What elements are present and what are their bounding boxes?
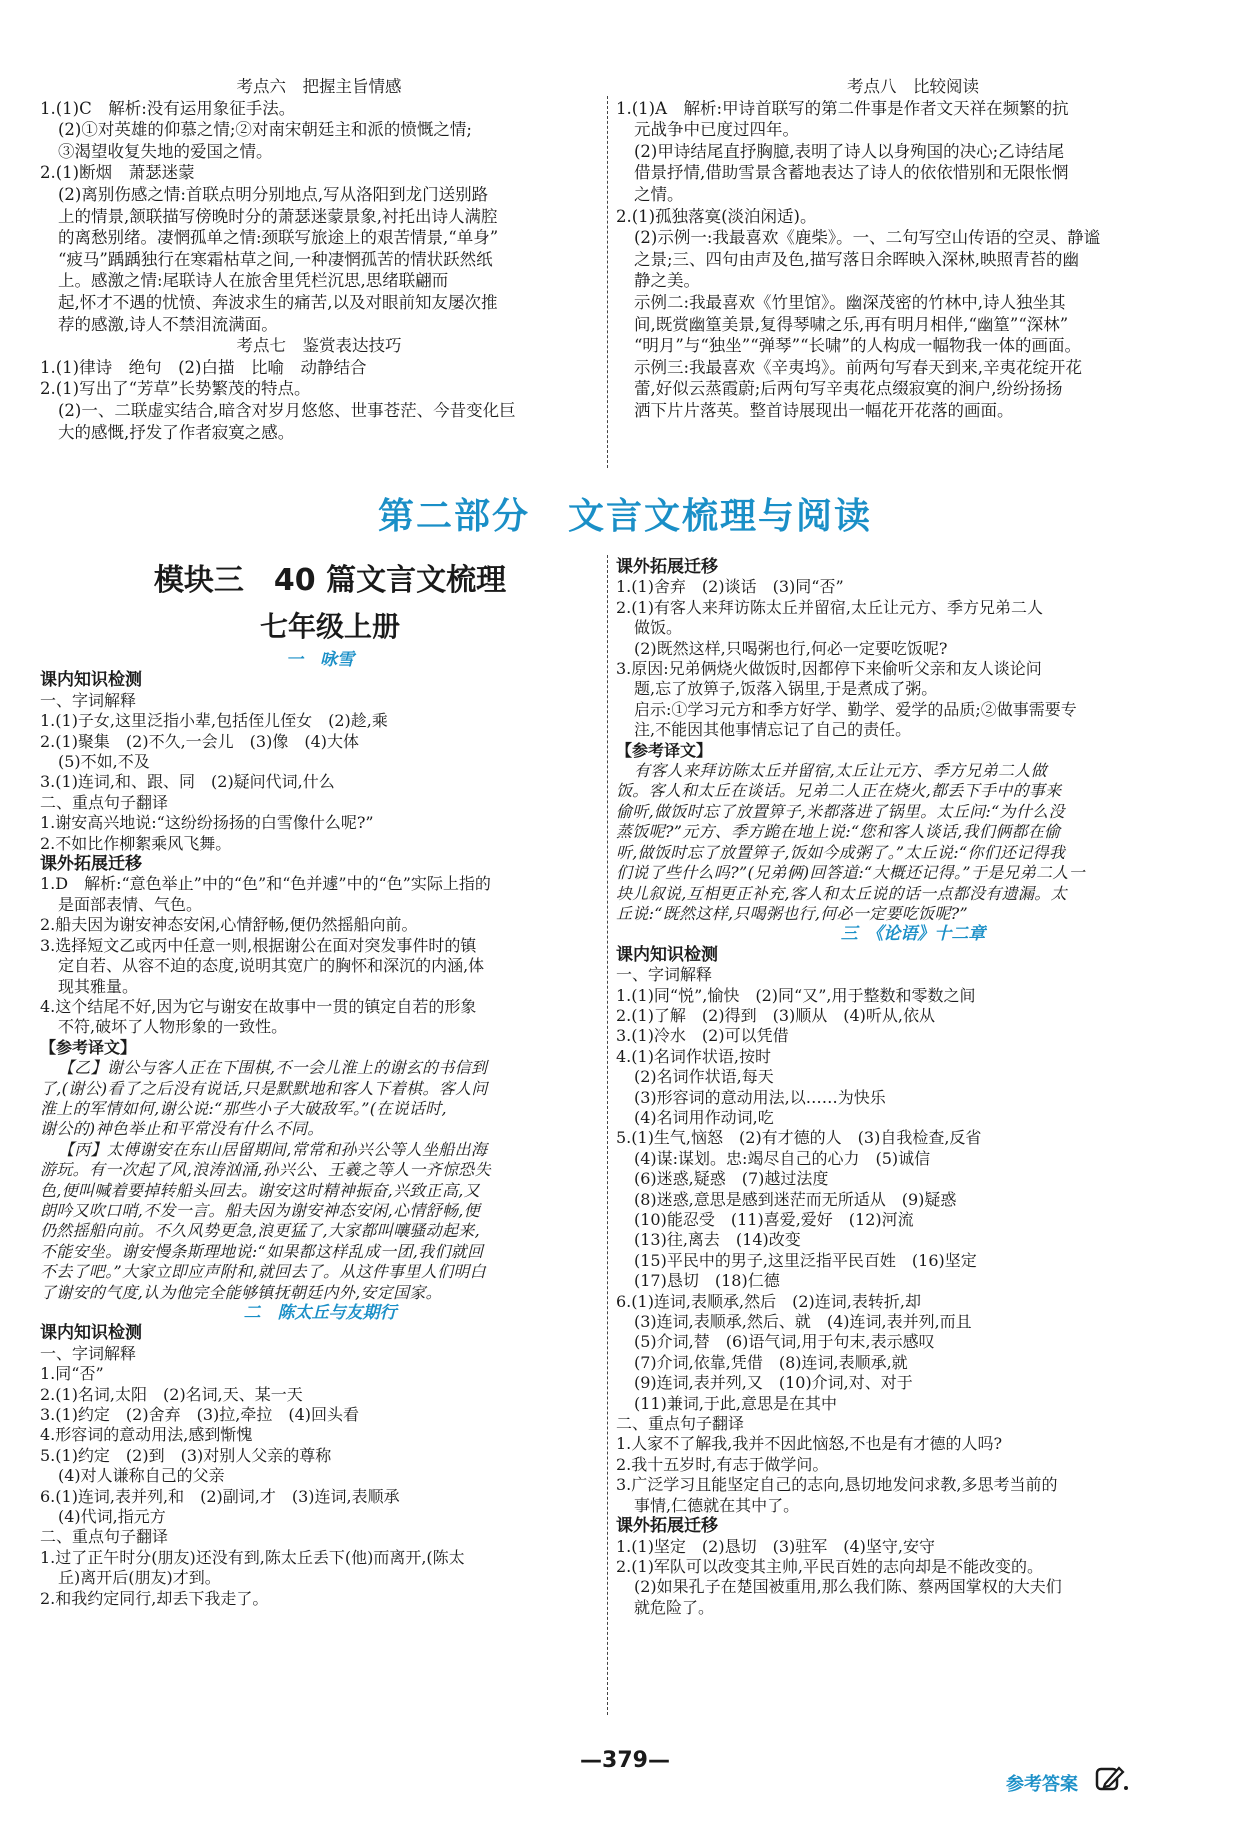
answer-line: 6.(1)连词,表顺承,然后 (2)连词,表转折,却: [616, 1291, 921, 1311]
module-title: 模块三 40 篇文言文梳理: [153, 563, 507, 598]
reference-label: 【参考译文】: [616, 740, 713, 760]
answer-line: 现其雅量。: [58, 976, 139, 996]
answer-line: 4.形容词的意动用法,感到惭愧: [40, 1425, 253, 1445]
column-divider-bottom: [607, 555, 608, 1715]
answer-line: (7)介词,依靠,凭借 (8)连词,表顺承,就: [634, 1352, 908, 1372]
translation-line: 了谢安的气度,认为他完全能够镇抚朝廷内外,安定国家。: [40, 1282, 442, 1302]
answer-line: 大的感慨,抒发了作者寂寞之感。: [58, 422, 295, 442]
answer-line: (9)连词,表并列,又 (10)介词,对、对于: [634, 1373, 913, 1393]
answer-line: 的离愁别绪。凄惘孤单之情:颈联写旅途上的艰苦情景,“单身”: [58, 228, 499, 248]
answer-line: 2.(1)了解 (2)得到 (3)顺从 (4)听从,依从: [616, 1005, 936, 1025]
answer-line: 启示:①学习元方和季方好学、勤学、爱学的品质;②做事需要专: [634, 699, 1077, 719]
sub-label: 二、重点句子翻译: [616, 1414, 745, 1434]
answer-line: 上的情景,颔联描写傍晚时分的萧瑟迷蒙景象,衬托出诗人满腔: [58, 206, 498, 226]
translation-block: [616, 761, 1210, 924]
translation-line: 色,便叫喊着要掉转船头回去。谢安这时精神振奋,兴致正高,又: [40, 1180, 480, 1200]
answer-line: (11)兼词,于此,意思是在其中: [634, 1393, 838, 1413]
answer-line: (2)①对英雄的仰慕之情;②对南宋朝廷主和派的愤慨之情;: [58, 120, 472, 140]
sub-label: 二、重点句子翻译: [40, 1527, 169, 1547]
answer-line: (4)谋:谋划。忠:竭尽自己的心力 (5)诚信: [634, 1148, 931, 1168]
answer-line: 2.(1)有客人来拜访陈太丘并留宿,太丘让元方、季方兄弟二人: [616, 597, 1044, 617]
answer-line: (2)名词作状语,每天: [634, 1067, 774, 1087]
translation-line: 有客人来拜访陈太丘并留宿,太丘让元方、季方兄弟二人做: [634, 761, 1047, 781]
answer-line: (2)既然这样,只喝粥也行,何必一定要吃饭呢?: [634, 638, 948, 658]
translation-line: 了,(谢公)看了之后没有说话,只是默默地和客人下着棋。客人问: [40, 1078, 488, 1098]
answer-line: 3.原因:兄弟俩烧火做饭时,因都停下来偷听父亲和友人谈论问: [616, 659, 1042, 679]
translation-line: 仍然摇船向前。不久风势更急,浪更猛了,大家都叫嚷骚动起来,: [40, 1221, 480, 1241]
answer-line: 1.过了正午时分(朋友)还没有到,陈太丘丢下(他)而离开,(陈太: [40, 1547, 465, 1567]
translation-line: 饭。客人和太丘在谈话。兄弟二人正在烧火,都丢下手中的事来: [616, 781, 1062, 801]
answer-line: 4.(1)名词作状语,按时: [616, 1046, 772, 1066]
answer-line: 定自若、从容不迫的态度,说明其宽广的胸怀和深沉的内涵,体: [58, 956, 485, 976]
translation-line: 【乙】谢公与客人正在下围棋,不一会儿淮上的谢玄的书信到: [58, 1058, 488, 1078]
reference-label: 【参考译文】: [40, 1037, 137, 1057]
answer-line: 之情。: [634, 184, 684, 204]
translation-line: 们说了些什么吗?”(兄弟俩)回答道:“大概还记得。”于是兄弟二人一: [616, 863, 1085, 883]
answer-line: (5)介词,替 (6)语气词,用于句末,表示感叹: [634, 1332, 935, 1352]
answer-line: 2.(1)写出了“芳草”长势繁茂的特点。: [40, 379, 311, 399]
answer-line: (6)迷惑,疑惑 (7)越过法度: [634, 1169, 829, 1189]
translation-line: 不去了吧。”大家立即应声附和,就回去了。从这件事里人们明白: [40, 1262, 486, 1282]
translation-line: 游玩。有一次起了风,浪涛汹涌,孙兴公、王羲之等人一齐惊恐失: [40, 1160, 491, 1180]
answer-line: 3.(1)连词,和、跟、同 (2)疑问代词,什么: [40, 772, 335, 792]
answer-line: 借景抒情,借助雪景含蓄地表达了诗人的依依惜别和无限怅惘: [634, 163, 1069, 183]
sub-label: 二、重点句子翻译: [40, 792, 169, 812]
sub-label: 一、字词解释: [40, 690, 137, 710]
section-label: 课内知识检测: [616, 944, 718, 965]
answer-line: 2.和我约定同行,却丢下我走了。: [40, 1588, 269, 1608]
answer-line: 2.(1)聚集 (2)不久,一会儿 (3)像 (4)大体: [40, 731, 360, 751]
answer-line: (2)示例一:我最喜欢《鹿柴》。一、二句写空山传语的空灵、静谧: [634, 228, 1101, 248]
footer-label: 参考答案: [1006, 1774, 1078, 1795]
answer-line: 1.(1)子女,这里泛指小辈,包括侄儿侄女 (2)趁,乘: [40, 711, 388, 731]
translation-block: [40, 1058, 600, 1303]
answer-line: 静之美。: [634, 271, 700, 291]
section-heading: 考点八 比较阅读: [847, 77, 979, 96]
answer-line: 题,忘了放箅子,饭落入锅里,于是煮成了粥。: [634, 679, 938, 699]
answer-line: (5)不如,不及: [58, 752, 150, 772]
answer-line: (3)连词,表顺承,然后、就 (4)连词,表并列,而且: [634, 1312, 972, 1332]
answer-line: 4.这个结尾不好,因为它与谢安在故事中一贯的镇定自若的形象: [40, 996, 477, 1016]
answer-line: 5.(1)约定 (2)到 (3)对别人父亲的尊称: [40, 1445, 332, 1465]
sub-label: 一、字词解释: [616, 965, 713, 985]
translation-line: 听,做饭时忘了放置箅子,饭如今成粥了。”太丘说:“你们还记得我: [616, 842, 1066, 862]
answer-line: 3.广泛学习且能坚定自己的志向,恳切地发问求教,多思考当前的: [616, 1475, 1058, 1495]
answer-line: 1.(1)律诗 绝句 (2)白描 比喻 动静结合: [40, 357, 367, 377]
lesson-title: 一 咏雪: [286, 650, 354, 670]
answer-line: 洒下片片落英。整首诗展现出一幅花开花落的画面。: [634, 400, 1014, 420]
answer-line: 1.同“否”: [40, 1364, 104, 1384]
translation-line: 丘说:“既然这样,只喝粥也行,何必一定要吃饭呢?”: [616, 903, 969, 923]
answer-line: 2.船夫因为谢安神态安闲,心情舒畅,便仍然摇船向前。: [40, 915, 418, 935]
answer-line: 上。感激之情:尾联诗人在旅舍里凭栏沉思,思绪联翩而: [58, 271, 449, 291]
section-label: 课内知识检测: [40, 670, 142, 691]
section-label: 课外拓展迁移: [616, 1516, 718, 1537]
answer-line: 示例二:我最喜欢《竹里馆》。幽深茂密的竹林中,诗人独坐其: [634, 292, 1066, 312]
answer-line: (2)离别伤感之情:首联点明分别地点,写从洛阳到龙门送别路: [58, 184, 489, 204]
answer-line: 起,怀才不遇的忧愤、奔波求生的痛苦,以及对眼前知友屡次推: [58, 292, 498, 312]
translation-line: 块儿叙说,互相更正补充,客人和太丘说的话一点都没有遗漏。太: [616, 883, 1067, 903]
answer-line: ③渴望收复失地的爱国之情。: [58, 141, 273, 161]
answer-line: “明月”与“独坐”“弹琴”“长啸”的人构成一幅物我一体的画面。: [634, 336, 1081, 356]
part-title: 第二部分 文言文梳理与阅读: [377, 495, 872, 537]
answer-line: 2.(1)军队可以改变其主帅,平民百姓的志向却是不能改变的。: [616, 1556, 1044, 1576]
answer-line: (17)恳切 (18)仁德: [634, 1271, 780, 1291]
answer-line: “疲马”踽踽独行在寒霜枯草之间,一种凄惘孤苦的情状跃然纸: [58, 249, 493, 269]
translation-line: 朗吟又吹口哨,不发一言。船夫因为谢安神态安闲,心情舒畅,便: [40, 1200, 480, 1220]
answer-line: (4)名词用作动词,吃: [634, 1107, 774, 1127]
section-label: 课外拓展迁移: [616, 557, 718, 577]
answer-line: (4)对人谦称自己的父亲: [58, 1466, 225, 1486]
page-number: —379—: [580, 1748, 670, 1773]
answer-line: (2)一、二联虚实结合,暗含对岁月悠悠、世事苍茫、今昔变化巨: [58, 400, 516, 420]
lesson-title: 二 陈太丘与友期行: [243, 1303, 397, 1323]
answer-line: 2.(1)断烟 萧瑟迷蒙: [40, 163, 195, 183]
answer-line: 3.选择短文乙或丙中任意一则,根据谢公在面对突发事件时的镇: [40, 935, 477, 955]
answer-line: (10)能忍受 (11)喜爱,爱好 (12)河流: [634, 1210, 914, 1229]
answer-line: 1.(1)A 解析:甲诗首联写的第二件事是作者文天祥在频繁的抗: [616, 98, 1069, 118]
translation-line: 谢公的)神色举止和平常没有什么不同。: [40, 1119, 324, 1139]
answer-line: 5.(1)生气,恼怒 (2)有才德的人 (3)自我检查,反省: [616, 1128, 982, 1148]
answer-line: 荐的感激,诗人不禁泪流满面。: [58, 314, 278, 334]
answer-line: 3.(1)约定 (2)舍弃 (3)拉,牵拉 (4)回头看: [40, 1405, 360, 1425]
answer-line: 示例三:我最喜欢《辛夷坞》。前两句写春天到来,辛夷花绽开花: [634, 357, 1083, 377]
top-left-column: [40, 76, 598, 443]
section-heading: 考点七 鉴赏表达技巧: [236, 336, 402, 356]
answer-line: (3)形容词的意动用法,以……为快乐: [634, 1087, 886, 1107]
answer-line: 1.(1)坚定 (2)恳切 (3)驻军 (4)坚守,安守: [616, 1536, 936, 1556]
top-right-column: [616, 76, 1210, 422]
answer-line: 1.人家不了解我,我并不因此恼怒,不也是有才德的人吗?: [616, 1434, 1003, 1454]
answer-line: 1.(1)舍弃 (2)谈话 (3)同“否”: [616, 577, 844, 597]
answer-line: 3.(1)冷水 (2)可以凭借: [616, 1026, 789, 1046]
answer-line: 2.我十五岁时,有志于做学问。: [616, 1454, 829, 1474]
answer-line: (4)代词,指元方: [58, 1507, 166, 1527]
answer-line: (15)平民中的男子,这里泛指平民百姓 (16)坚定: [634, 1250, 977, 1270]
translation-line: 淮上的军情如何,谢公说:“那些小子大破敌军。”(在说话时,: [40, 1098, 447, 1118]
answer-line: 间,既赏幽篁美景,复得琴啸之乐,再有明月相伴,“幽篁”“深林”: [634, 314, 1069, 334]
answer-line: 之景;三、四句由声及色,描写落日余晖映入深林,映照青苔的幽: [634, 249, 1080, 269]
answer-line: 做饭。: [634, 618, 683, 638]
pen-edit-icon: [1095, 1764, 1129, 1794]
answer-line: 1.谢安高兴地说:“这纷纷扬扬的白雪像什么呢?”: [40, 813, 374, 833]
translation-line: 蒸饭呢?”元方、季方跪在地上说:“您和客人谈话,我们俩都在偷: [616, 822, 1061, 842]
section-label: 课内知识检测: [40, 1323, 142, 1344]
column-divider-top: [607, 96, 608, 468]
answer-line: (2)如果孔子在楚国被重用,那么我们陈、蔡两国掌权的大夫们: [634, 1577, 1062, 1597]
translation-line: 偷听,做饭时忘了放置箅子,米都落进了锅里。太丘问:“为什么没: [616, 801, 1065, 821]
answer-line: 蕾,好似云蒸霞蔚;后两句写辛夷花点缀寂寞的涧户,纷纷扬扬: [634, 379, 1063, 399]
answer-line: 不符,破坏了人物形象的一致性。: [58, 1017, 288, 1037]
section-label: 课外拓展迁移: [40, 854, 142, 875]
translation-line: 【丙】太傅谢安在东山居留期间,常常和孙兴公等人坐船出海: [58, 1139, 488, 1159]
answer-line: 是面部表情、气色。: [58, 894, 203, 914]
bottom-left-column: [40, 650, 600, 1609]
answer-line: 事情,仁德就在其中了。: [634, 1495, 800, 1515]
translation-line: 不能安坐。谢安慢条斯理地说:“如果都这样乱成一团,我们就回: [40, 1241, 484, 1261]
answer-line: (8)迷惑,意思是感到迷茫而无所适从 (9)疑惑: [634, 1189, 957, 1209]
answer-line: 2.(1)孤独落寞(淡泊闲适)。: [616, 206, 817, 226]
answer-line: 丘)离开后(朋友)才到。: [58, 1568, 221, 1588]
lesson-title: 三 《论语》十二章: [840, 924, 986, 945]
answer-line: 元战争中已度过四年。: [634, 120, 799, 140]
answer-line: 2.不如比作柳絮乘风飞舞。: [40, 833, 232, 853]
grade-title: 七年级上册: [259, 610, 400, 643]
answer-line: 注,不能因其他事情忘记了自己的责任。: [634, 720, 912, 740]
answer-line: 6.(1)连词,表并列,和 (2)副词,才 (3)连词,表顺承: [40, 1486, 400, 1506]
answer-line: (2)甲诗结尾直抒胸臆,表明了诗人以身殉国的决心;乙诗结尾: [634, 141, 1065, 161]
answer-line: 就危险了。: [634, 1597, 715, 1617]
answer-line: 2.(1)名词,太阳 (2)名词,天、某一天: [40, 1384, 303, 1404]
sub-label: 一、字词解释: [40, 1343, 137, 1363]
answer-line: 1.(1)C 解析:没有运用象征手法。: [40, 98, 296, 118]
section-heading: 考点六 把握主旨情感: [236, 77, 402, 96]
answer-line: 1.D 解析:“意色举止”中的“色”和“色并遽”中的“色”实际上指的: [40, 874, 491, 894]
bottom-right-column: [616, 557, 1210, 1618]
answer-line: (13)往,离去 (14)改变: [634, 1230, 801, 1250]
answer-line: 1.(1)同“悦”,愉快 (2)同“又”,用于整数和零数之间: [616, 985, 976, 1005]
